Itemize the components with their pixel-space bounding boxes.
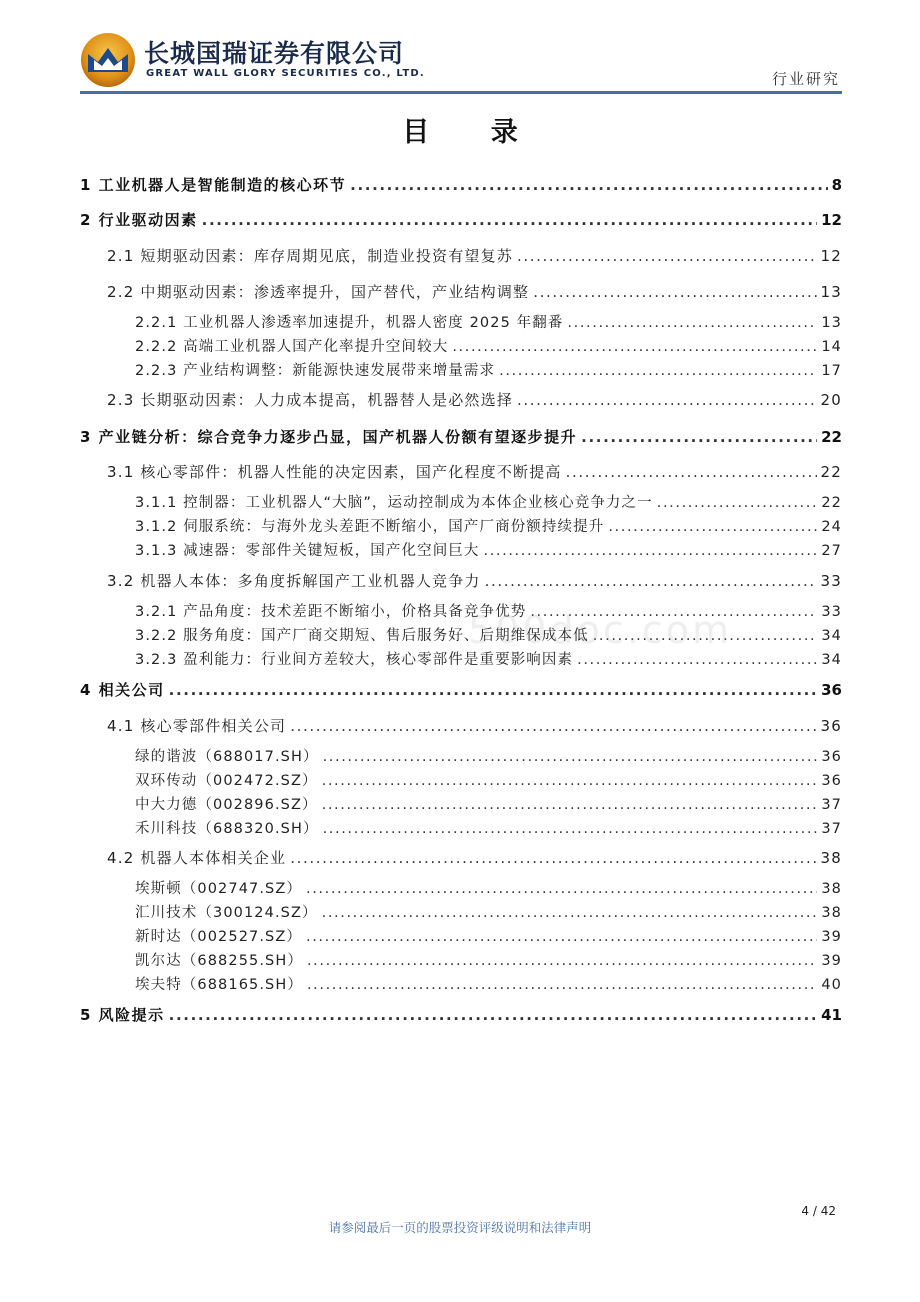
toc-entry-page: 12	[821, 211, 842, 229]
toc-entry-label: 3 产业链分析：综合竞争力逐步凸显，国产机器人份额有望逐步提升	[80, 428, 578, 446]
toc-leader-dots	[307, 953, 817, 969]
page-header	[80, 28, 842, 94]
toc-entry[interactable]	[80, 1004, 842, 1028]
toc-entry-label: 3.2.1 产品角度：技术差距不断缩小，价格具备竞争优势	[135, 604, 527, 620]
toc-leader-dots	[169, 681, 817, 699]
toc-entry[interactable]	[107, 715, 842, 739]
toc-entry-label: 4.2 机器人本体相关企业	[107, 849, 287, 867]
toc-leader-dots	[567, 315, 817, 331]
toc-entry-label: 3.1.2 伺服系统：与海外龙头差距不断缩小，国产厂商份额持续提升	[135, 519, 605, 535]
toc-entry-label: 2 行业驱动因素	[80, 211, 198, 229]
toc-entry[interactable]	[135, 925, 842, 949]
toc-entry-page: 39	[821, 953, 842, 969]
toc-leader-dots	[485, 572, 817, 590]
toc-leader-dots	[306, 881, 817, 897]
toc-entry-page: 39	[821, 929, 842, 945]
toc-leader-dots	[577, 652, 817, 668]
toc-entry-label: 3.1.3 减速器：零部件关键短板，国产化空间巨大	[135, 543, 480, 559]
toc-entry-page: 38	[820, 849, 842, 867]
toc-entry[interactable]	[107, 281, 842, 305]
toc-entry-label: 3.2 机器人本体：多角度拆解国产工业机器人竞争力	[107, 572, 481, 590]
toc-entry-page: 24	[821, 519, 842, 535]
toc-entry[interactable]	[80, 174, 842, 198]
toc-entry-page: 22	[821, 428, 842, 446]
toc-entry-page: 40	[821, 977, 842, 993]
watermark: 500doc.com	[468, 608, 733, 652]
toc-entry-page: 38	[821, 905, 842, 921]
toc-entry-label: 1 工业机器人是智能制造的核心环节	[80, 176, 347, 194]
toc-entry-page: 34	[821, 628, 842, 644]
toc-entry[interactable]	[107, 570, 842, 594]
toc-entry[interactable]	[107, 461, 842, 485]
toc-leader-dots	[322, 905, 818, 921]
toc-entry[interactable]	[135, 817, 842, 841]
toc-entry-page: 41	[821, 1006, 842, 1024]
toc-entry[interactable]	[80, 426, 842, 450]
toc-entry[interactable]	[135, 793, 842, 817]
toc-entry-label: 2.3 长期驱动因素：人力成本提高，机器替人是必然选择	[107, 391, 514, 409]
toc-entry[interactable]	[135, 745, 842, 769]
toc-title: 目 录	[402, 117, 544, 148]
toc-leader-dots	[322, 797, 818, 813]
toc-leader-dots	[202, 211, 817, 229]
toc-entry[interactable]	[107, 389, 842, 413]
company-name-en: GREAT WALL GLORY SECURITIES CO., LTD.	[146, 68, 425, 79]
toc-entry-label: 3.1 核心零部件：机器人性能的决定因素，国产化程度不断提高	[107, 463, 562, 481]
toc-entry-page: 27	[821, 543, 842, 559]
toc-entry-page: 36	[821, 773, 842, 789]
toc-entry[interactable]	[107, 847, 842, 871]
page-number: 4 / 42	[801, 1204, 836, 1218]
toc-entry-label: 4.1 核心零部件相关公司	[107, 717, 287, 735]
toc-entry[interactable]	[135, 973, 842, 997]
toc-entry-label: 5 风险提示	[80, 1006, 165, 1024]
toc-entry[interactable]	[135, 491, 842, 515]
toc-entry-label: 3.2.3 盈利能力：行业间方差较大，核心零部件是重要影响因素	[135, 652, 574, 668]
toc-leader-dots	[323, 821, 818, 837]
toc-entry[interactable]	[135, 359, 842, 383]
company-name-cn: 长城国瑞证券有限公司	[144, 39, 405, 68]
toc-entry-label: 双环传动（002472.SZ）	[135, 773, 318, 789]
toc-entry[interactable]	[135, 901, 842, 925]
toc-entry-page: 20	[820, 391, 842, 409]
toc-entry[interactable]	[135, 539, 842, 563]
toc-leader-dots	[452, 339, 817, 355]
toc-entry-page: 17	[821, 363, 842, 379]
toc-entry-label: 2.2.2 高端工业机器人国产化率提升空间较大	[135, 339, 449, 355]
company-logo-icon	[80, 32, 136, 88]
toc-entry-label: 2.1 短期驱动因素：库存周期见底，制造业投资有望复苏	[107, 247, 514, 265]
toc-leader-dots	[499, 363, 817, 379]
toc-leader-dots	[306, 929, 817, 945]
report-type-label: 行业研究	[771, 70, 840, 88]
toc-leader-dots	[517, 247, 816, 265]
toc-entry[interactable]	[135, 311, 842, 335]
toc-leader-dots	[169, 1006, 817, 1024]
toc-entry-page: 33	[821, 604, 842, 620]
toc-leader-dots	[307, 977, 817, 993]
toc-entry-label: 埃夫特（688165.SH）	[135, 977, 303, 993]
toc-entry-label: 2.2.1 工业机器人渗透率加速提升，机器人密度 2025 年翻番	[135, 315, 564, 331]
toc-entry-page: 34	[821, 652, 842, 668]
toc-leader-dots	[290, 717, 816, 735]
toc-entry-label: 汇川技术（300124.SZ）	[135, 905, 318, 921]
footer-disclaimer: 请参阅最后一页的股票投资评级说明和法律声明	[328, 1220, 592, 1235]
toc-entry[interactable]	[80, 209, 842, 233]
toc-entry-label: 3.2.2 服务角度：国产厂商交期短、售后服务好、后期维保成本低	[135, 628, 589, 644]
toc-entry-page: 36	[820, 717, 842, 735]
toc-entry-label: 2.2 中期驱动因素：渗透率提升，国产替代，产业结构调整	[107, 283, 530, 301]
toc-entry[interactable]	[135, 335, 842, 359]
toc-entry-label: 埃斯顿（002747.SZ）	[135, 881, 302, 897]
toc-entry[interactable]	[80, 679, 842, 703]
toc-entry[interactable]	[135, 769, 842, 793]
header-divider	[80, 91, 842, 94]
toc-leader-dots	[608, 519, 817, 535]
toc-entry[interactable]	[135, 515, 842, 539]
toc-leader-dots	[484, 543, 818, 559]
toc-entry-label: 凯尔达（688255.SH）	[135, 953, 303, 969]
toc-leader-dots	[322, 773, 818, 789]
toc-entry-page: 22	[821, 495, 842, 511]
toc-entry-page: 33	[820, 572, 842, 590]
toc-leader-dots	[350, 176, 827, 194]
toc-leader-dots	[533, 283, 816, 301]
toc-entry-label: 4 相关公司	[80, 681, 165, 699]
toc-entry-label: 禾川科技（688320.SH）	[135, 821, 319, 837]
toc-leader-dots	[290, 849, 816, 867]
toc-entry-page: 22	[820, 463, 842, 481]
toc-entry[interactable]	[135, 949, 842, 973]
toc-leader-dots	[566, 463, 817, 481]
toc-leader-dots	[323, 749, 818, 765]
toc-entry-page: 13	[820, 283, 842, 301]
toc-leader-dots	[657, 495, 818, 511]
toc-entry-page: 36	[821, 681, 842, 699]
toc-entry[interactable]	[135, 877, 842, 901]
toc-entry-label: 2.2.3 产业结构调整：新能源快速发展带来增量需求	[135, 363, 496, 379]
toc-entry-page: 14	[821, 339, 842, 355]
toc-entry-label: 绿的谐波（688017.SH）	[135, 749, 319, 765]
toc-leader-dots	[517, 391, 816, 409]
toc-entry-page: 38	[821, 881, 842, 897]
toc-leader-dots	[581, 428, 817, 446]
toc-entry-page: 36	[821, 749, 842, 765]
toc-entry-label: 中大力德（002896.SZ）	[135, 797, 318, 813]
toc-entry-page: 12	[820, 247, 842, 265]
toc-entry-page: 8	[831, 176, 842, 194]
toc-entry-label: 3.1.1 控制器：工业机器人“大脑”，运动控制成为本体企业核心竞争力之一	[135, 495, 653, 511]
toc-entry-page: 13	[821, 315, 842, 331]
toc-entry-label: 新时达（002527.SZ）	[135, 929, 302, 945]
toc-entry-page: 37	[821, 821, 842, 837]
toc-entry-page: 37	[821, 797, 842, 813]
toc-entry[interactable]	[107, 245, 842, 269]
